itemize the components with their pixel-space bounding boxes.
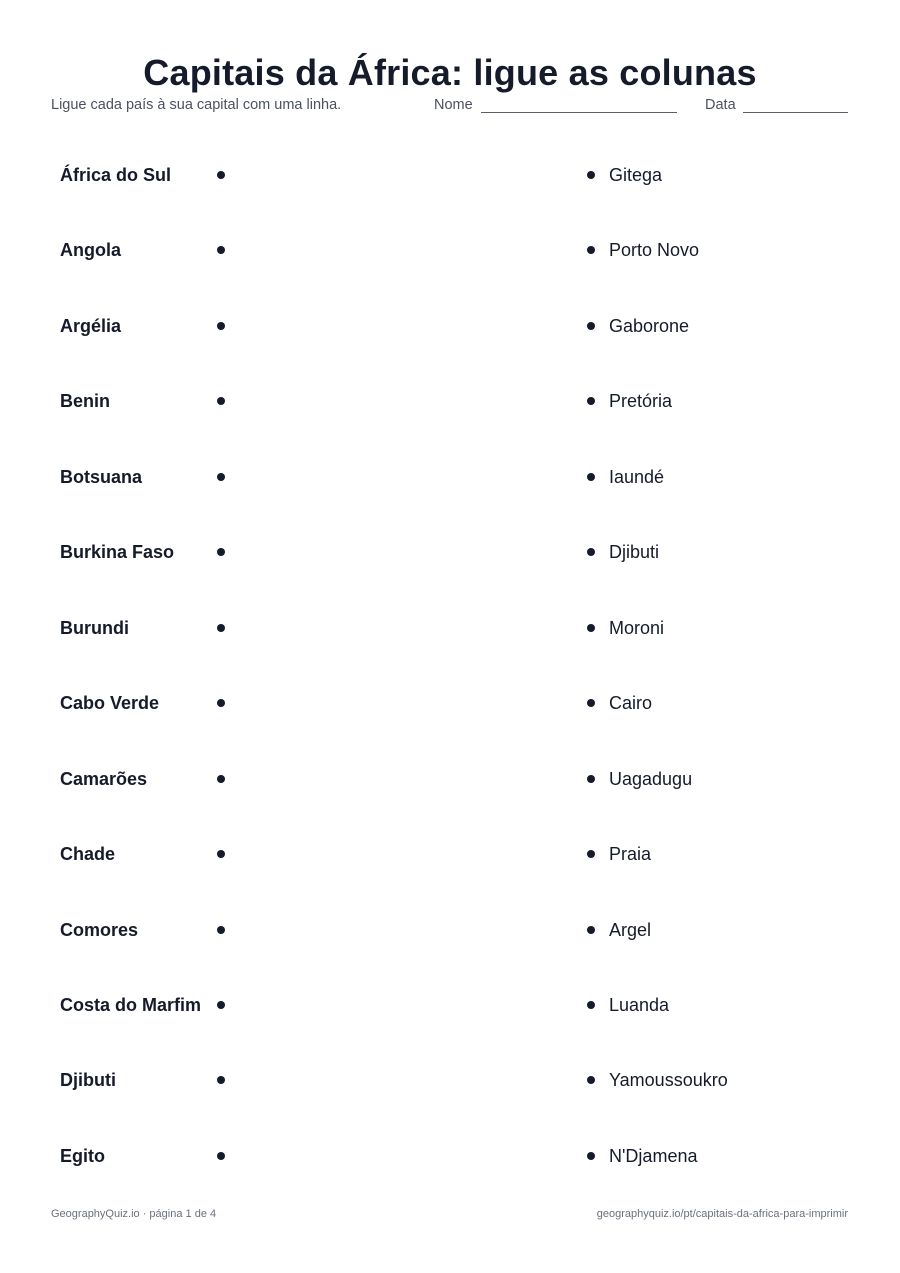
capital-connector-dot[interactable] <box>587 699 595 707</box>
capital-label: Praia <box>609 844 652 864</box>
capital-label: Djibuti <box>609 542 660 562</box>
capital-label: Yamoussoukro <box>609 1070 728 1090</box>
capital-connector-dot[interactable] <box>587 246 595 254</box>
country-connector-dot[interactable] <box>217 322 225 330</box>
capital-label: Porto Novo <box>609 240 700 260</box>
page-title: Capitais da África: ligue as colunas <box>143 52 757 93</box>
date-label: Data <box>705 97 736 113</box>
country-label: Camarões <box>60 769 148 789</box>
country-connector-dot[interactable] <box>217 246 225 254</box>
country-label: Burundi <box>60 618 129 638</box>
capital-connector-dot[interactable] <box>587 1076 595 1084</box>
country-label: Chade <box>60 844 116 864</box>
country-label: Burkina Faso <box>60 542 175 562</box>
country-connector-dot[interactable] <box>217 1076 225 1084</box>
capital-connector-dot[interactable] <box>587 397 595 405</box>
capital-label: Gitega <box>609 165 663 185</box>
country-label: Costa do Marfim <box>60 995 202 1015</box>
country-label: Djibuti <box>60 1070 116 1090</box>
country-connector-dot[interactable] <box>217 699 225 707</box>
name-label: Nome <box>434 97 473 113</box>
country-label: Botsuana <box>60 467 143 487</box>
capital-label: Uagadugu <box>609 769 693 789</box>
capital-label: Luanda <box>609 995 670 1015</box>
capital-connector-dot[interactable] <box>587 322 595 330</box>
capital-connector-dot[interactable] <box>587 775 595 783</box>
country-label: Angola <box>60 240 121 260</box>
instructions: Ligue cada país à sua capital com uma linha. <box>51 97 342 113</box>
country-label: África do Sul <box>60 165 172 185</box>
capital-label: Moroni <box>609 618 665 638</box>
country-label: Egito <box>60 1146 105 1166</box>
capital-label: Iaundé <box>609 467 665 487</box>
country-connector-dot[interactable] <box>217 548 225 556</box>
country-connector-dot[interactable] <box>217 624 225 632</box>
capital-label: Argel <box>609 920 652 940</box>
capital-label: Gaborone <box>609 316 690 336</box>
capital-label: N'Djamena <box>609 1146 698 1166</box>
capital-label: Pretória <box>609 391 673 411</box>
country-label: Cabo Verde <box>60 693 160 713</box>
capital-connector-dot[interactable] <box>587 548 595 556</box>
name-field[interactable] <box>481 112 677 113</box>
country-label: Benin <box>60 391 111 411</box>
country-connector-dot[interactable] <box>217 850 225 858</box>
footer-left: GeographyQuiz.io · página 1 de 4 <box>51 1208 217 1220</box>
capital-connector-dot[interactable] <box>587 1152 595 1160</box>
capital-label: Cairo <box>609 693 653 713</box>
capital-connector-dot[interactable] <box>587 1001 595 1009</box>
country-connector-dot[interactable] <box>217 1001 225 1009</box>
date-field[interactable] <box>743 112 848 113</box>
country-label: Comores <box>60 920 139 940</box>
country-connector-dot[interactable] <box>217 926 225 934</box>
footer-right: geographyquiz.io/pt/capitais-da-africa-para-imprimir <box>596 1208 848 1220</box>
country-connector-dot[interactable] <box>217 473 225 481</box>
country-connector-dot[interactable] <box>217 397 225 405</box>
capital-connector-dot[interactable] <box>587 926 595 934</box>
capital-connector-dot[interactable] <box>587 850 595 858</box>
capital-connector-dot[interactable] <box>587 624 595 632</box>
country-connector-dot[interactable] <box>217 775 225 783</box>
country-connector-dot[interactable] <box>217 171 225 179</box>
capital-connector-dot[interactable] <box>587 473 595 481</box>
capital-connector-dot[interactable] <box>587 171 595 179</box>
country-label: Argélia <box>60 316 122 336</box>
country-connector-dot[interactable] <box>217 1152 225 1160</box>
